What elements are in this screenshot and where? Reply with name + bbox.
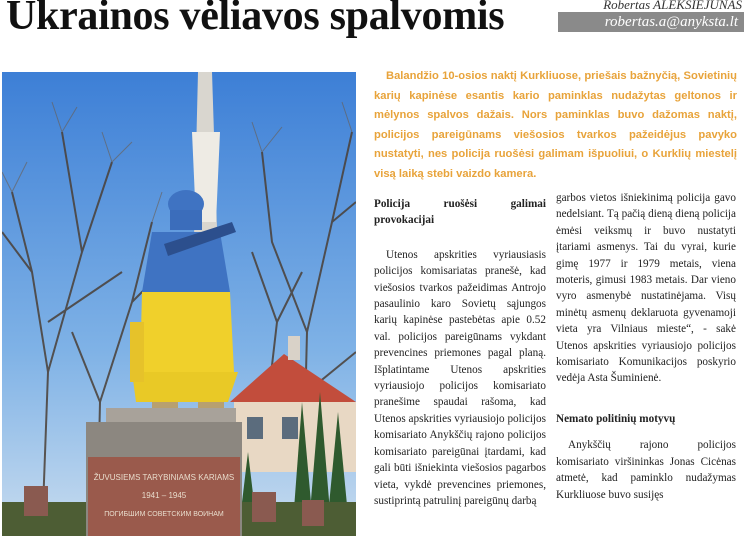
plaque-line-1: ŽUVUSIEMS TARYBINIAMS KARIAMS bbox=[93, 473, 235, 482]
body-paragraph: Utenos apskrities vyriausiasis policijos komisariatas pranešė, kad viešosios tvarkos pažeidimas Antrojo pasaulinio karo Sovietų sąjungos karių kapinėse pastebėtas apie 0.52 val. policijos pareigūnams vykdant prevencines priemones pagal planą. Išplatintame Utenos apskrities vyriausiojo policijos komisariato pranešime spaudai rašoma, kad Utenos apskrities vyriausiojo policijos komisariato Anykščių rajono policijos komisariato pareigūnai įtardami, kad gali būti išniekinta viešosios pagarbos vieta, vykdė prevencines priemones, sustiprintą patrulinį pareigūnų darbą bbox=[374, 248, 546, 507]
body-paragraph-continued: garbos vietos išniekinimą policija gavo nedelsiant. Tą pačią dieną dieną policija ėmėsi veiksmų ir buvo nustatyti įtariami asmenys. Tai du vyrai, kurie gimę 1977 ir 1979 metais, viena moteris, gimusi 1983 metais. Dar vieno vyro asmenybė nustatinėjama. Visų minėtų asmenų deklaruota gyvenamoji vieta yra Vilniaus mieste“, - sakė Utenos apskrities vyriausiojo policijos komisariato Komunikacijos poskyrio vedėja Asta Šuminienė. bbox=[556, 192, 736, 385]
plaque-line-2: 1941 – 1945 bbox=[141, 491, 187, 500]
subheading-police: Policija ruošėsi galimai provokacijai bbox=[374, 198, 546, 227]
lead-paragraph: Balandžio 10-osios naktį Kurkliuose, priešais bažnyčią, Sovietinių karių kapinėse esantis kario paminklas nudažytas geltonos ir mėlynos spalvos dažais. Nors paminklas buvo dažomas naktį, policijos pareigūnams viešosios tvarkos pažeidėjus pavyko nustatyti, nes policija ruošėsi galimam išpuoliui, o Kurklių miestelį visą laiką stebi vaizdo kamera. bbox=[374, 70, 737, 180]
plaque-line-3: ПОГИБШИМ СОВЕТСКИМ ВОИНАМ bbox=[104, 511, 224, 518]
headline: Ukrainos vėliavos spalvomis bbox=[6, 0, 505, 39]
monument-photo bbox=[2, 72, 356, 536]
body-paragraph-motives: Anykščių rajono policijos komisariato viršininkas Jonas Cicėnas atmetė, kad paminklo nudažymas Kurkliuose buvo susijęs bbox=[556, 439, 736, 501]
author-email[interactable]: robertas.a@anyksta.lt bbox=[558, 12, 744, 32]
subheading-motives: Nemato politinių motyvų bbox=[556, 412, 676, 425]
article-column-1 bbox=[374, 196, 546, 509]
author-name: Robertas ALEKSIEJŪNAS bbox=[603, 0, 742, 12]
article-column-2 bbox=[556, 190, 736, 503]
